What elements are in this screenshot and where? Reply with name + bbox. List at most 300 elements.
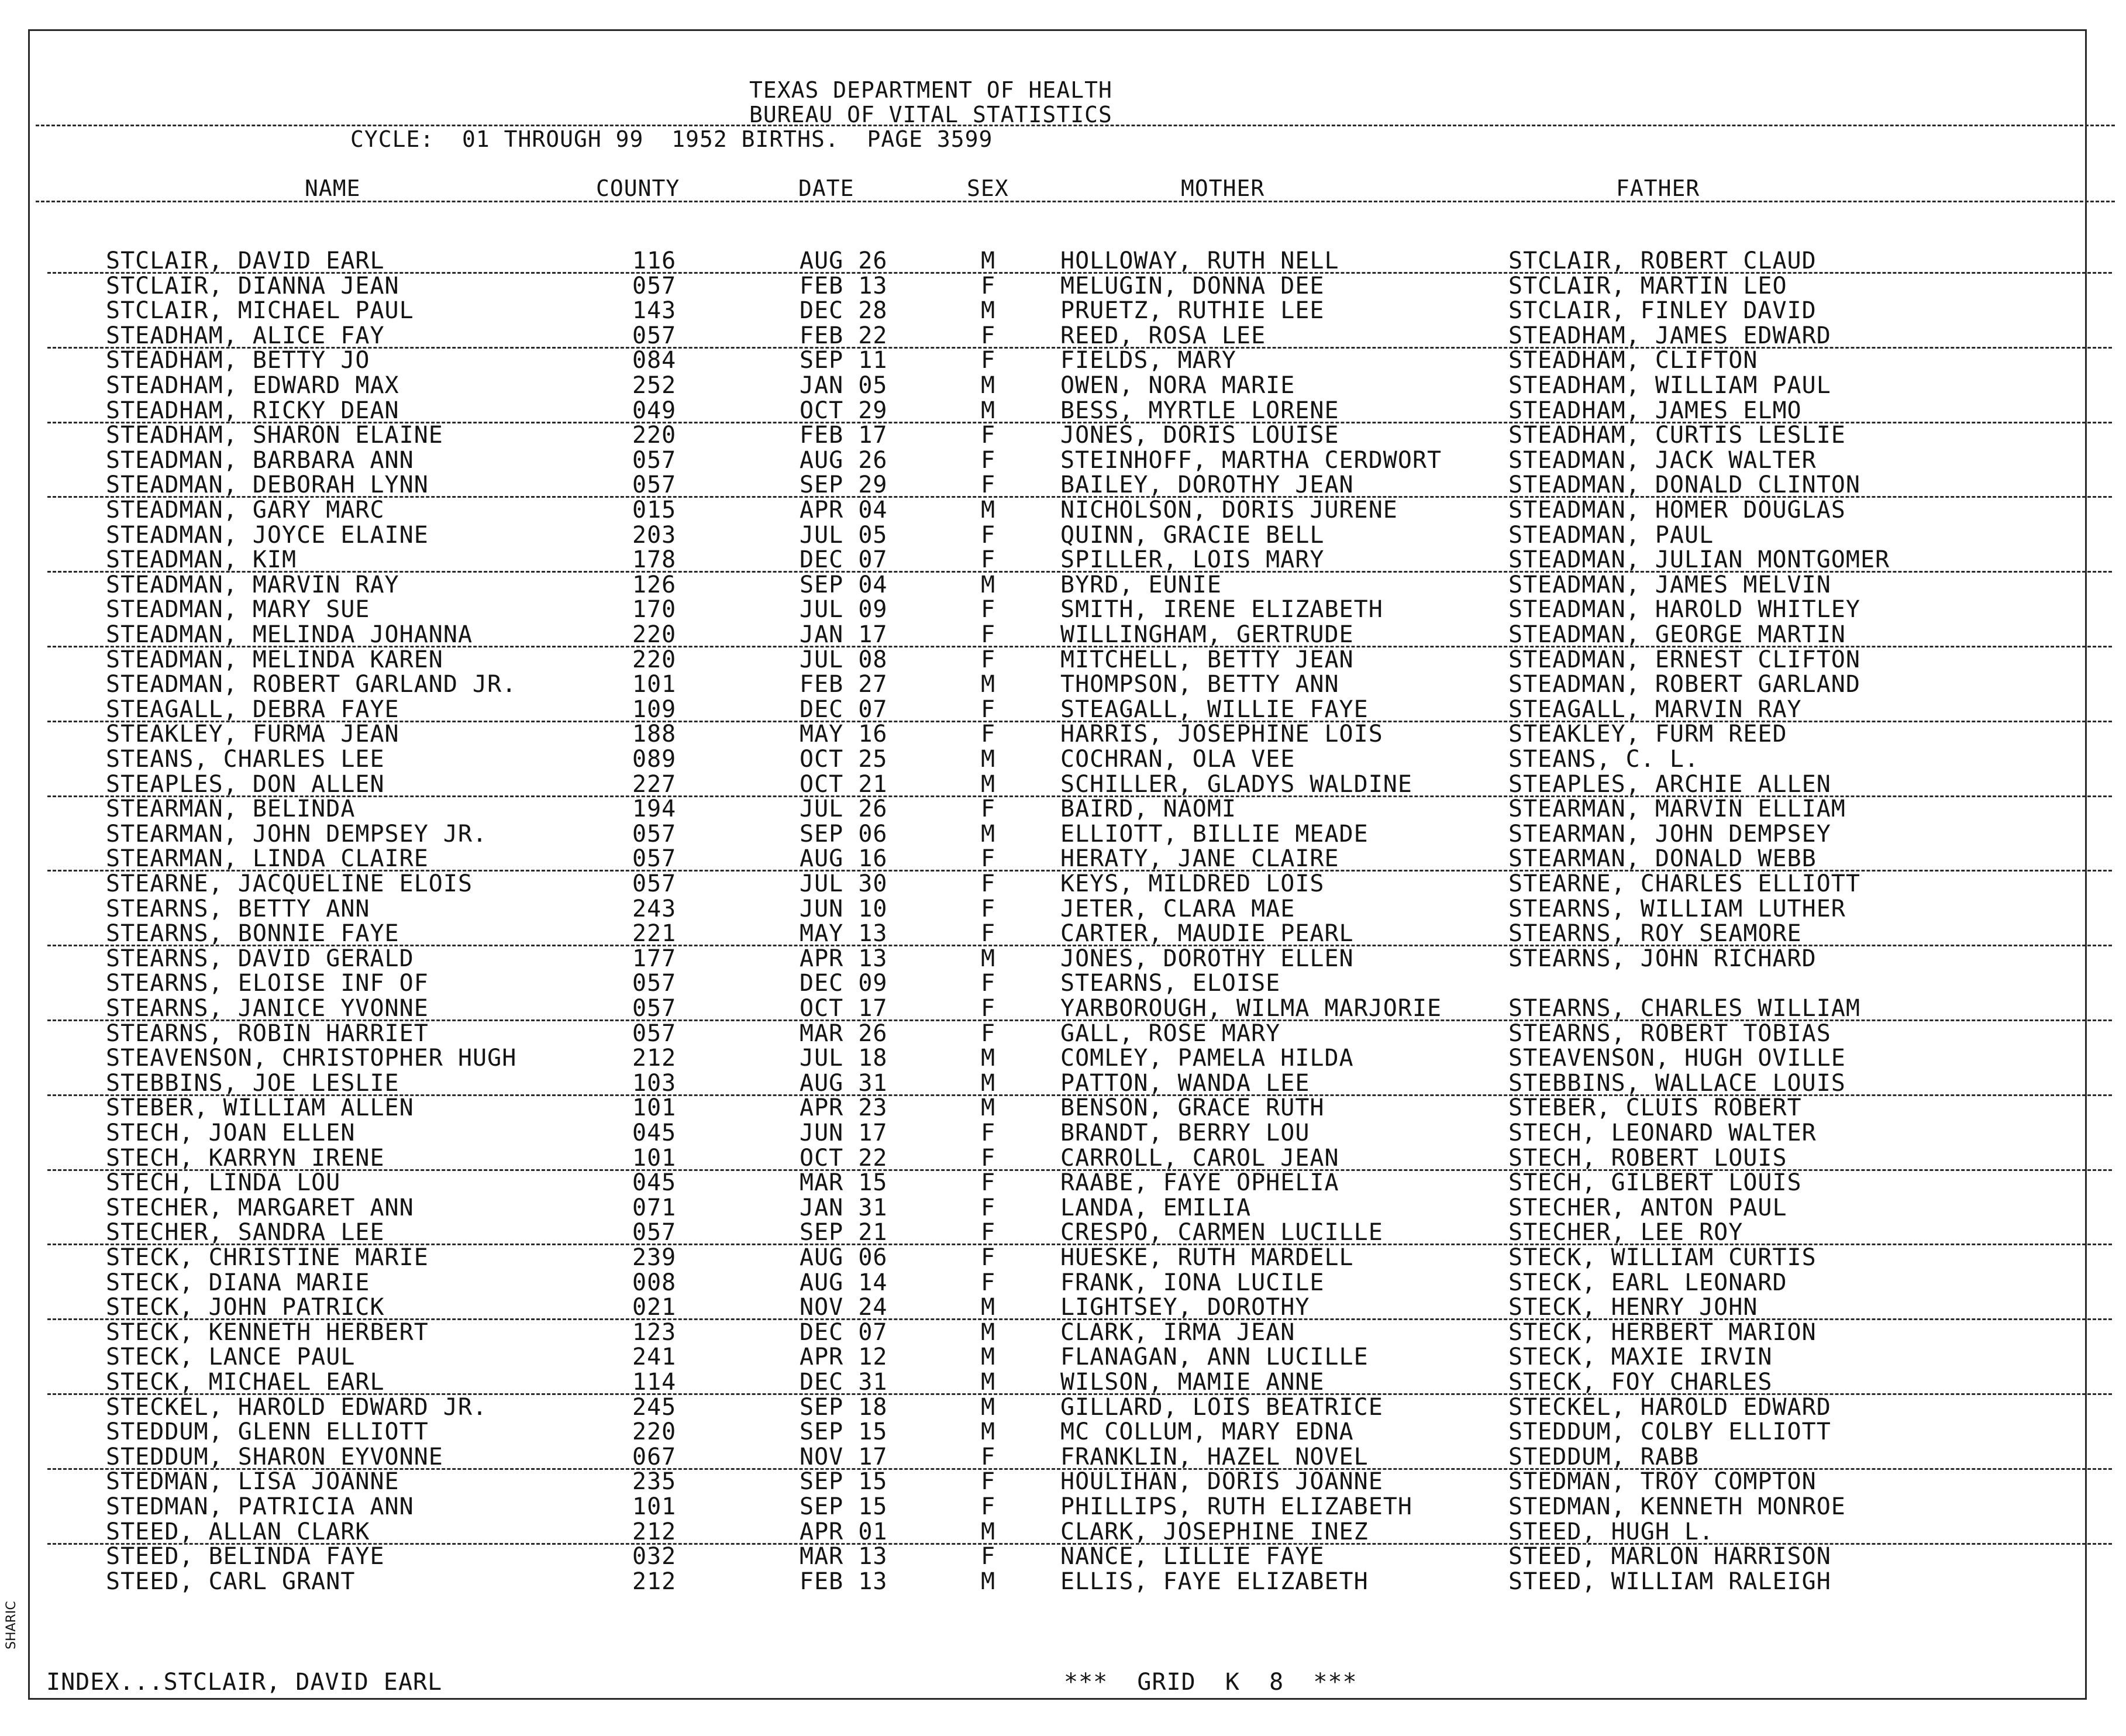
record-name: STEADMAN, MELINDA KAREN: [106, 646, 443, 673]
record-county: 045: [632, 1120, 677, 1146]
record-name: STEED, BELINDA FAYE: [106, 1543, 385, 1570]
record-name: STEBER, WILLIAM ALLEN: [106, 1094, 414, 1121]
record-sex: M: [981, 1394, 996, 1421]
record-county: 116: [632, 247, 677, 274]
record-sex: F: [981, 471, 996, 498]
record-county: 101: [632, 1493, 677, 1520]
record-sex: F: [981, 1145, 996, 1172]
column-header-sex: SEX: [967, 175, 1009, 201]
record-father: STEARMAN, DONALD WEBB: [1508, 845, 1817, 872]
record-father: STEDDUM, RABB: [1508, 1444, 1700, 1470]
record-mother: BRANDT, BERRY LOU: [1060, 1120, 1310, 1146]
record-date: FEB 13: [800, 273, 888, 299]
record-sex: M: [981, 771, 996, 798]
record-county: 089: [632, 746, 677, 773]
record-county: 221: [632, 920, 677, 947]
record-father: STECKEL, HAROLD EDWARD: [1508, 1394, 1831, 1421]
record-name: STEADMAN, KIM: [106, 546, 297, 573]
record-father: STECH, LEONARD WALTER: [1508, 1120, 1817, 1146]
record-mother: MITCHELL, BETTY JEAN: [1060, 646, 1354, 673]
record-name: STEED, CARL GRANT: [106, 1568, 356, 1595]
record-mother: BAIRD, NAOMI: [1060, 795, 1236, 822]
record-mother: COCHRAN, OLA VEE: [1060, 746, 1295, 773]
index-footer: INDEX...STCLAIR, DAVID EARL: [46, 1669, 443, 1696]
record-mother: WILLINGHAM, GERTRUDE: [1060, 621, 1354, 648]
record-sex: M: [981, 1518, 996, 1545]
record-date: MAR 26: [800, 1020, 888, 1047]
record-name: STCLAIR, MICHAEL PAUL: [106, 297, 414, 324]
record-date: DEC 31: [800, 1369, 888, 1396]
record-sex: M: [981, 746, 996, 773]
record-name: STEADMAN, BARBARA ANN: [106, 447, 414, 474]
record-father: STEDMAN, TROY COMPTON: [1508, 1468, 1817, 1495]
record-sex: F: [981, 845, 996, 872]
record-date: JUL 26: [800, 795, 888, 822]
record-date: APR 04: [800, 497, 888, 523]
record-sex: F: [981, 347, 996, 374]
record-sex: F: [981, 995, 996, 1022]
record-sex: M: [981, 1568, 996, 1595]
record-mother: CARROLL, CAROL JEAN: [1060, 1145, 1339, 1172]
record-father: STECK, HENRY JOHN: [1508, 1294, 1758, 1321]
record-date: SEP 15: [800, 1468, 888, 1495]
record-county: 057: [632, 322, 677, 349]
record-mother: CLARK, JOSEPHINE INEZ: [1060, 1518, 1369, 1545]
record-father: STEDMAN, KENNETH MONROE: [1508, 1493, 1846, 1520]
record-date: JUL 30: [800, 870, 888, 897]
record-county: 220: [632, 646, 677, 673]
record-date: FEB 27: [800, 671, 888, 698]
record-name: STEARNS, BETTY ANN: [106, 895, 370, 922]
record-father: STEED, WILLIAM RALEIGH: [1508, 1568, 1831, 1595]
record-mother: RAABE, FAYE OPHELIA: [1060, 1169, 1339, 1196]
record-date: AUG 06: [800, 1244, 888, 1271]
record-county: 057: [632, 821, 677, 848]
record-sex: F: [981, 546, 996, 573]
record-name: STEADHAM, EDWARD MAX: [106, 372, 399, 399]
record-father: STECHER, ANTON PAUL: [1508, 1194, 1787, 1221]
bureau-title: BUREAU OF VITAL STATISTICS: [749, 102, 1112, 128]
record-sex: M: [981, 1319, 996, 1346]
record-father: STEAGALL, MARVIN RAY: [1508, 696, 1802, 723]
record-name: STEADMAN, MARVIN RAY: [106, 571, 399, 598]
record-father: STECK, EARL LEONARD: [1508, 1269, 1787, 1296]
record-name: STEADMAN, MELINDA JOHANNA: [106, 621, 473, 648]
record-father: STECH, GILBERT LOUIS: [1508, 1169, 1802, 1196]
record-date: SEP 18: [800, 1394, 888, 1421]
record-mother: GALL, ROSE MARY: [1060, 1020, 1281, 1047]
record-father: STEAPLES, ARCHIE ALLEN: [1508, 771, 1831, 798]
record-date: JAN 05: [800, 372, 888, 399]
record-father: STEBBINS, WALLACE LOUIS: [1508, 1070, 1846, 1097]
record-county: 126: [632, 571, 677, 598]
record-father: STEADMAN, ERNEST CLIFTON: [1508, 646, 1860, 673]
record-mother: ELLIOTT, BILLIE MEADE: [1060, 821, 1369, 848]
record-date: MAY 16: [800, 721, 888, 748]
record-mother: STEAGALL, WILLIE FAYE: [1060, 696, 1369, 723]
record-mother: CRESPO, CARMEN LUCILLE: [1060, 1219, 1383, 1246]
record-name: STEARMAN, LINDA CLAIRE: [106, 845, 429, 872]
record-father: STEED, MARLON HARRISON: [1508, 1543, 1831, 1570]
record-county: 084: [632, 347, 677, 374]
record-mother: FRANK, IONA LUCILE: [1060, 1269, 1325, 1296]
record-county: 220: [632, 1418, 677, 1445]
record-name: STEARMAN, BELINDA: [106, 795, 356, 822]
record-mother: BYRD, EUNIE: [1060, 571, 1222, 598]
cycle-line: CYCLE: 01 THROUGH 99 1952 BIRTHS. PAGE 3599: [350, 126, 993, 152]
record-name: STEAKLEY, FURMA JEAN: [106, 721, 399, 748]
record-name: STEDMAN, PATRICIA ANN: [106, 1493, 414, 1520]
record-sex: F: [981, 1269, 996, 1296]
record-father: STECK, FOY CHARLES: [1508, 1369, 1773, 1396]
record-mother: STEINHOFF, MARTHA CERDWORT: [1060, 447, 1442, 474]
record-father: STEARNS, ROBERT TOBIAS: [1508, 1020, 1831, 1047]
record-mother: COMLEY, PAMELA HILDA: [1060, 1045, 1354, 1072]
column-header-mother: MOTHER: [1181, 175, 1265, 201]
record-sex: F: [981, 795, 996, 822]
record-sex: F: [981, 422, 996, 449]
record-county: 188: [632, 721, 677, 748]
record-father: STEARNE, CHARLES ELLIOTT: [1508, 870, 1860, 897]
record-name: STEADMAN, GARY MARC: [106, 497, 385, 523]
record-name: STEADHAM, BETTY JO: [106, 347, 370, 374]
record-name: STEARNS, BONNIE FAYE: [106, 920, 399, 947]
record-county: 045: [632, 1169, 677, 1196]
record-name: STEANS, CHARLES LEE: [106, 746, 385, 773]
record-county: 109: [632, 696, 677, 723]
record-sex: M: [981, 397, 996, 424]
column-header-county: COUNTY: [596, 175, 680, 201]
record-sex: M: [981, 1045, 996, 1072]
record-mother: WILSON, MAMIE ANNE: [1060, 1369, 1325, 1396]
record-mother: BESS, MYRTLE LORENE: [1060, 397, 1339, 424]
record-mother: SMITH, IRENE ELIZABETH: [1060, 596, 1383, 623]
record-name: STECK, KENNETH HERBERT: [106, 1319, 429, 1346]
record-date: DEC 07: [800, 546, 888, 573]
record-mother: GILLARD, LOIS BEATRICE: [1060, 1394, 1383, 1421]
record-date: FEB 22: [800, 322, 888, 349]
record-father: STECHER, LEE ROY: [1508, 1219, 1743, 1246]
record-father: STCLAIR, FINLEY DAVID: [1508, 297, 1817, 324]
record-name: STEADMAN, DEBORAH LYNN: [106, 471, 429, 498]
record-father: STEADMAN, JACK WALTER: [1508, 447, 1817, 474]
record-mother: SPILLER, LOIS MARY: [1060, 546, 1325, 573]
record-name: STECK, CHRISTINE MARIE: [106, 1244, 429, 1271]
record-county: 245: [632, 1394, 677, 1421]
record-date: OCT 25: [800, 746, 888, 773]
record-sex: M: [981, 1070, 996, 1097]
record-father: STEARNS, WILLIAM LUTHER: [1508, 895, 1846, 922]
record-county: 057: [632, 1219, 677, 1246]
agency-title: TEXAS DEPARTMENT OF HEALTH: [749, 77, 1112, 103]
record-county: 071: [632, 1194, 677, 1221]
record-name: STEARNS, DAVID GERALD: [106, 945, 414, 972]
record-date: MAR 13: [800, 1543, 888, 1570]
record-date: OCT 29: [800, 397, 888, 424]
header-rule-top: [36, 125, 2115, 126]
record-name: STEDMAN, LISA JOANNE: [106, 1468, 399, 1495]
record-sex: F: [981, 721, 996, 748]
record-county: 101: [632, 1094, 677, 1121]
record-mother: OWEN, NORA MARIE: [1060, 372, 1295, 399]
record-father: STEED, HUGH L.: [1508, 1518, 1714, 1545]
record-sex: F: [981, 522, 996, 549]
record-mother: CARTER, MAUDIE PEARL: [1060, 920, 1354, 947]
record-county: 101: [632, 1145, 677, 1172]
record-name: STEADHAM, RICKY DEAN: [106, 397, 399, 424]
record-father: STEADHAM, CURTIS LESLIE: [1508, 422, 1846, 449]
record-date: AUG 16: [800, 845, 888, 872]
record-county: 178: [632, 546, 677, 573]
record-date: OCT 22: [800, 1145, 888, 1172]
record-sex: F: [981, 447, 996, 474]
record-name: STECHER, SANDRA LEE: [106, 1219, 385, 1246]
record-sex: F: [981, 1120, 996, 1146]
record-father: STEADMAN, DONALD CLINTON: [1508, 471, 1860, 498]
record-sex: M: [981, 571, 996, 598]
record-mother: MC COLLUM, MARY EDNA: [1060, 1418, 1354, 1445]
record-father: STEADMAN, PAUL: [1508, 522, 1714, 549]
record-county: 177: [632, 945, 677, 972]
record-mother: JETER, CLARA MAE: [1060, 895, 1295, 922]
record-date: FEB 17: [800, 422, 888, 449]
record-name: STEADMAN, ROBERT GARLAND JR.: [106, 671, 517, 698]
record-sex: M: [981, 247, 996, 274]
record-name: STEED, ALLAN CLARK: [106, 1518, 370, 1545]
record-name: STEADMAN, JOYCE ELAINE: [106, 522, 429, 549]
record-mother: HOLLOWAY, RUTH NELL: [1060, 247, 1339, 274]
record-father: STEADMAN, HAROLD WHITLEY: [1508, 596, 1860, 623]
record-name: STEAPLES, DON ALLEN: [106, 771, 385, 798]
record-sex: M: [981, 1418, 996, 1445]
record-sex: F: [981, 920, 996, 947]
record-county: 243: [632, 895, 677, 922]
record-mother: ELLIS, FAYE ELIZABETH: [1060, 1568, 1369, 1595]
record-mother: PRUETZ, RUTHIE LEE: [1060, 297, 1325, 324]
record-sex: F: [981, 322, 996, 349]
record-father: STCLAIR, MARTIN LEO: [1508, 273, 1787, 299]
record-mother: FLANAGAN, ANN LUCILLE: [1060, 1344, 1369, 1370]
record-date: APR 01: [800, 1518, 888, 1545]
record-father: STEBER, CLUIS ROBERT: [1508, 1094, 1802, 1121]
record-mother: NICHOLSON, DORIS JURENE: [1060, 497, 1398, 523]
record-date: MAY 13: [800, 920, 888, 947]
record-sex: M: [981, 821, 996, 848]
record-county: 015: [632, 497, 677, 523]
record-county: 194: [632, 795, 677, 822]
record-name: STECH, LINDA LOU: [106, 1169, 341, 1196]
record-mother: HARRIS, JOSEPHINE LOIS: [1060, 721, 1383, 748]
record-date: APR 12: [800, 1344, 888, 1370]
record-name: STECK, LANCE PAUL: [106, 1344, 356, 1370]
record-county: 057: [632, 845, 677, 872]
record-date: JAN 17: [800, 621, 888, 648]
record-sex: F: [981, 870, 996, 897]
record-date: SEP 04: [800, 571, 888, 598]
record-father: STEADMAN, JAMES MELVIN: [1508, 571, 1831, 598]
record-date: MAR 15: [800, 1169, 888, 1196]
record-name: STEARNS, ELOISE INF OF: [106, 970, 429, 997]
record-sex: F: [981, 1194, 996, 1221]
record-date: AUG 14: [800, 1269, 888, 1296]
record-name: STEADMAN, MARY SUE: [106, 596, 370, 623]
record-name: STEARNE, JACQUELINE ELOIS: [106, 870, 473, 897]
record-name: STECK, MICHAEL EARL: [106, 1369, 385, 1396]
record-name: STECHER, MARGARET ANN: [106, 1194, 414, 1221]
record-name: STEARMAN, JOHN DEMPSEY JR.: [106, 821, 488, 848]
record-date: OCT 17: [800, 995, 888, 1022]
record-name: STECKEL, HAROLD EDWARD JR.: [106, 1394, 488, 1421]
record-county: 227: [632, 771, 677, 798]
record-mother: CLARK, IRMA JEAN: [1060, 1319, 1295, 1346]
record-sex: F: [981, 273, 996, 299]
record-father: STEADHAM, CLIFTON: [1508, 347, 1758, 374]
record-date: FEB 13: [800, 1568, 888, 1595]
record-father: STECK, WILLIAM CURTIS: [1508, 1244, 1817, 1271]
record-date: AUG 26: [800, 247, 888, 274]
record-county: 212: [632, 1045, 677, 1072]
record-county: 049: [632, 397, 677, 424]
record-father: STEARMAN, JOHN DEMPSEY: [1508, 821, 1831, 848]
record-sex: F: [981, 596, 996, 623]
record-date: DEC 07: [800, 1319, 888, 1346]
column-header-date: DATE: [798, 175, 854, 201]
record-date: APR 13: [800, 945, 888, 972]
record-mother: STEARNS, ELOISE: [1060, 970, 1281, 997]
record-mother: LIGHTSEY, DOROTHY: [1060, 1294, 1310, 1321]
record-father: STCLAIR, ROBERT CLAUD: [1508, 247, 1817, 274]
record-sex: M: [981, 945, 996, 972]
record-mother: LANDA, EMILIA: [1060, 1194, 1252, 1221]
record-date: JUL 09: [800, 596, 888, 623]
record-name: STECH, JOAN ELLEN: [106, 1120, 356, 1146]
record-county: 212: [632, 1518, 677, 1545]
column-header-name: NAME: [305, 175, 361, 201]
record-date: AUG 26: [800, 447, 888, 474]
header-rule-bottom: [36, 201, 2115, 202]
record-county: 114: [632, 1369, 677, 1396]
record-name: STECH, KARRYN IRENE: [106, 1145, 385, 1172]
record-county: 203: [632, 522, 677, 549]
record-father: STEARMAN, MARVIN ELLIAM: [1508, 795, 1846, 822]
record-county: 212: [632, 1568, 677, 1595]
record-sex: F: [981, 970, 996, 997]
record-sex: F: [981, 1543, 996, 1570]
record-name: STEARNS, JANICE YVONNE: [106, 995, 429, 1022]
record-sex: M: [981, 297, 996, 324]
record-father: STEARNS, JOHN RICHARD: [1508, 945, 1817, 972]
record-mother: HUESKE, RUTH MARDELL: [1060, 1244, 1354, 1271]
record-father: STEARNS, ROY SEAMORE: [1508, 920, 1802, 947]
record-mother: PHILLIPS, RUTH ELIZABETH: [1060, 1493, 1412, 1520]
record-date: SEP 06: [800, 821, 888, 848]
record-sex: F: [981, 1468, 996, 1495]
record-mother: HOULIHAN, DORIS JOANNE: [1060, 1468, 1383, 1495]
record-county: 235: [632, 1468, 677, 1495]
record-date: JUL 05: [800, 522, 888, 549]
record-mother: MELUGIN, DONNA DEE: [1060, 273, 1325, 299]
record-name: STEBBINS, JOE LESLIE: [106, 1070, 399, 1097]
record-father: STEARNS, CHARLES WILLIAM: [1508, 995, 1860, 1022]
record-date: NOV 24: [800, 1294, 888, 1321]
record-sex: F: [981, 1444, 996, 1470]
record-county: 101: [632, 671, 677, 698]
record-mother: PATTON, WANDA LEE: [1060, 1070, 1310, 1097]
record-mother: BAILEY, DOROTHY JEAN: [1060, 471, 1354, 498]
record-mother: NANCE, LILLIE FAYE: [1060, 1543, 1325, 1570]
record-county: 057: [632, 995, 677, 1022]
record-father: STEADMAN, HOMER DOUGLAS: [1508, 497, 1846, 523]
record-sex: F: [981, 1493, 996, 1520]
record-mother: FIELDS, MARY: [1060, 347, 1236, 374]
record-mother: JONES, DOROTHY ELLEN: [1060, 945, 1354, 972]
record-father: STEADHAM, JAMES ELMO: [1508, 397, 1802, 424]
record-sex: F: [981, 621, 996, 648]
record-date: SEP 15: [800, 1493, 888, 1520]
record-county: 103: [632, 1070, 677, 1097]
record-date: DEC 28: [800, 297, 888, 324]
record-county: 220: [632, 422, 677, 449]
record-date: SEP 11: [800, 347, 888, 374]
record-name: STEAGALL, DEBRA FAYE: [106, 696, 399, 723]
record-sex: M: [981, 671, 996, 698]
record-county: 057: [632, 1020, 677, 1047]
record-county: 220: [632, 621, 677, 648]
document-page: [28, 29, 2087, 1700]
record-county: 123: [632, 1319, 677, 1346]
record-sex: F: [981, 1219, 996, 1246]
record-sex: M: [981, 372, 996, 399]
record-father: STEANS, C. L.: [1508, 746, 1700, 773]
record-name: STEAVENSON, CHRISTOPHER HUGH: [106, 1045, 517, 1072]
record-sex: F: [981, 696, 996, 723]
record-name: STECK, DIANA MARIE: [106, 1269, 370, 1296]
record-county: 021: [632, 1294, 677, 1321]
record-sex: F: [981, 646, 996, 673]
record-county: 252: [632, 372, 677, 399]
record-sex: F: [981, 1020, 996, 1047]
record-father: STECK, MAXIE IRVIN: [1508, 1344, 1773, 1370]
record-county: 057: [632, 970, 677, 997]
record-date: DEC 09: [800, 970, 888, 997]
record-father: STEADHAM, JAMES EDWARD: [1508, 322, 1831, 349]
record-date: DEC 07: [800, 696, 888, 723]
record-father: STECH, ROBERT LOUIS: [1508, 1145, 1787, 1172]
record-sex: M: [981, 1094, 996, 1121]
column-header-father: FATHER: [1616, 175, 1700, 201]
record-sex: M: [981, 1344, 996, 1370]
record-mother: KEYS, MILDRED LOIS: [1060, 870, 1325, 897]
side-label: SHARIC: [4, 1601, 19, 1649]
record-county: 057: [632, 870, 677, 897]
record-sex: F: [981, 895, 996, 922]
record-name: STECK, JOHN PATRICK: [106, 1294, 385, 1321]
record-date: SEP 29: [800, 471, 888, 498]
record-county: 241: [632, 1344, 677, 1370]
record-sex: M: [981, 497, 996, 523]
record-sex: M: [981, 1294, 996, 1321]
record-county: 067: [632, 1444, 677, 1470]
record-mother: SCHILLER, GLADYS WALDINE: [1060, 771, 1412, 798]
record-mother: YARBOROUGH, WILMA MARJORIE: [1060, 995, 1442, 1022]
record-mother: QUINN, GRACIE BELL: [1060, 522, 1325, 549]
record-date: JUL 08: [800, 646, 888, 673]
record-name: STEDDUM, SHARON EYVONNE: [106, 1444, 443, 1470]
record-date: AUG 31: [800, 1070, 888, 1097]
record-county: 170: [632, 596, 677, 623]
record-date: JAN 31: [800, 1194, 888, 1221]
record-name: STEARNS, ROBIN HARRIET: [106, 1020, 429, 1047]
